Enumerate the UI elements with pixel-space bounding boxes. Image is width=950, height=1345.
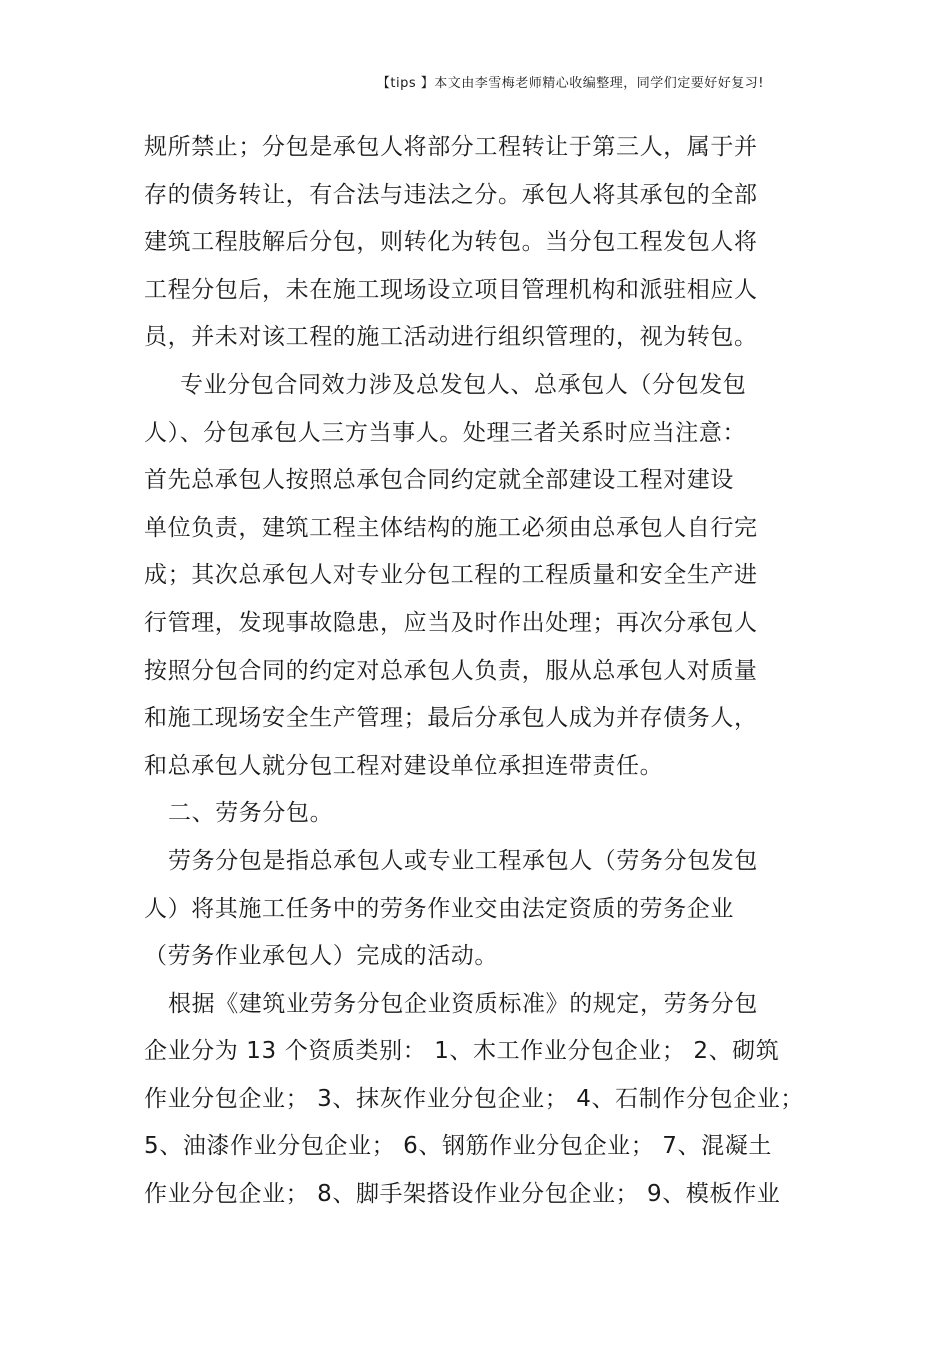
text-line: 作业分包企业； 3、抹灰作业分包企业； 4、石制作分包企业； bbox=[144, 1085, 804, 1112]
text-line: 和施工现场安全生产管理；最后分承包人成为并存债务人， bbox=[144, 705, 758, 732]
text-line: 单位负责，建筑工程主体结构的施工必须由总承包人自行完 bbox=[144, 514, 758, 541]
text-line: 员，并未对该工程的施工活动进行组织管理的，视为转包。 bbox=[144, 324, 758, 351]
text-line: 二、劳务分包。 bbox=[168, 800, 334, 827]
text-line: 工程分包后，未在施工现场设立项目管理机构和派驻相应人 bbox=[144, 276, 758, 303]
header-tip-note: 【tips 】本文由李雪梅老师精心收编整理，同学们定要好好复习! bbox=[376, 76, 764, 91]
text-line: 首先总承包人按照总承包合同约定就全部建设工程对建设 bbox=[144, 467, 734, 494]
text-line: 建筑工程肢解后分包，则转化为转包。当分包工程发包人将 bbox=[144, 229, 758, 256]
text-line: 成；其次总承包人对专业分包工程的工程质量和安全生产进 bbox=[144, 562, 758, 589]
text-line: 根据《建筑业劳务分包企业资质标准》的规定，劳务分包 bbox=[168, 990, 758, 1017]
text-line: 行管理，发现事故隐患，应当及时作出处理；再次分承包人 bbox=[144, 609, 758, 636]
text-line: 规所禁止；分包是承包人将部分工程转让于第三人，属于并 bbox=[144, 134, 758, 160]
text-line: 作业分包企业； 8、脚手架搭设作业分包企业； 9、模板作业 bbox=[144, 1181, 781, 1208]
text-line: 按照分包合同的约定对总承包人负责，服从总承包人对质量 bbox=[144, 657, 758, 684]
text-line: 存的债务转让，有合法与违法之分。承包人将其承包的全部 bbox=[144, 181, 758, 208]
text-line: 和总承包人就分包工程对建设单位承担连带责任。 bbox=[144, 752, 664, 779]
document-body bbox=[144, 124, 804, 1219]
text-line: 人）将其施工任务中的劳务作业交由法定资质的劳务企业 bbox=[144, 895, 734, 922]
text-line: 5、油漆作业分包企业； 6、钢筋作业分包企业； 7、混凝土 bbox=[144, 1133, 772, 1160]
text-line: 人）、分包承包人三方当事人。处理三者关系时应当注意： bbox=[144, 419, 747, 446]
text-line: 企业分为 13 个资质类别： 1、木工作业分包企业； 2、砌筑 bbox=[144, 1038, 780, 1065]
text-line: 专业分包合同效力涉及总发包人、总承包人（分包发包 bbox=[180, 371, 747, 398]
text-line: （劳务作业承包人）完成的活动。 bbox=[144, 943, 498, 970]
text-line: 劳务分包是指总承包人或专业工程承包人（劳务分包发包 bbox=[168, 847, 758, 874]
